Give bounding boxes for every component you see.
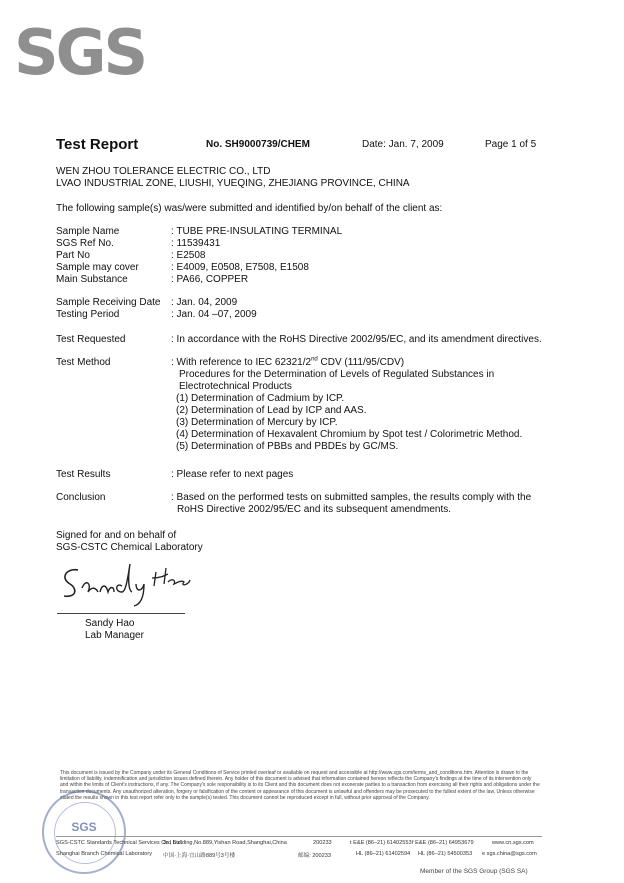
sample-label: Sample Name [56,226,120,237]
telephone-cn: HL (86–21) 61402594 [356,851,411,857]
report-date: Date: Jan. 7, 2009 [362,139,444,150]
testing-period-value: : Jan. 04 –07, 2009 [171,309,257,320]
test-requested-value: : In accordance with the RoHS Directive 2002/95/EC, and its amendment directives. [171,334,542,345]
method-item: (2) Determination of Lead by ICP and AAS. [176,405,367,416]
test-method-reference: : With reference to IEC 62321/2nd CDV (111/95/CDV) [171,356,405,368]
test-method-line: Electrotechnical Products [179,381,292,392]
signer-role: Lab Manager [85,630,144,641]
sample-value: : E4009, E0508, E7508, E1508 [171,262,309,273]
address-cn: 中国·上海·宜山路889号3号楼 [163,853,236,859]
company-name: SGS-CSTC Standards Technical Services Co., Ltd. [56,840,183,846]
postcode-cn: 邮编: 200233 [298,853,331,859]
client-name: WEN ZHOU TOLERANCE ELECTRIC CO., LTD [56,166,271,177]
sample-label: SGS Ref No. [56,238,114,249]
testing-period-label: Testing Period [56,309,120,320]
signature-line [57,613,185,614]
signer-name: Sandy Hao [85,618,135,629]
telephone-en: t E&E (86–21) 61402553 [350,840,412,846]
email-link[interactable]: e sgs.china@sgs.com [482,851,537,857]
legal-disclaimer: This document is issued by the Company under its General Conditions of Service printed overleaf or available on request and accessible at http://www.sgs.com/terms_and_conditions.htm. Attention is drawn to the limitation of liability, indemnification and jurisdiction issues defined therein. Any holder of this document is advised that information contained hereon reflects the Company's findings at the time of its intervention only and within the limits of Client's instructions, if any. The Company's sole responsibility is to its Client and this document does not exonerate parties to a transaction from exercising all their rights and obligations under the transaction documents. Any unauthorized alteration, forgery or falsification of the content or appearance of this document is unlawful and offenders may be prosecuted to the fullest extent of the law. Unless otherwise stated the results shown in this test report refer only to the sample(s) tested. This document cannot be reproduced except in full, without prior approval of the Company. [60,770,540,801]
receiving-date-value: : Jan. 04, 2009 [171,297,238,308]
sample-label: Main Substance [56,274,128,285]
conclusion-label: Conclusion [56,492,106,503]
fax-cn: HL (86–21) 54500353 [418,851,473,857]
sample-label: Part No [56,250,90,261]
method-item: (4) Determination of Hexavalent Chromium by Spot test / Colorimetric Method. [176,429,523,440]
handwritten-signature [56,556,196,610]
sample-value: : E2508 [171,250,206,261]
footer-divider [56,836,542,837]
receiving-date-label: Sample Receiving Date [56,297,161,308]
test-results-label: Test Results [56,469,111,480]
postcode-en: 200233 [313,840,332,846]
stamp-text: SGS [71,820,97,834]
sample-value: : PA66, COPPER [171,274,249,285]
member-of-sgs: Member of the SGS Group (SGS SA) [420,868,528,875]
sample-value: : 11539431 [171,238,221,249]
page-indicator: Page 1 of 5 [485,139,537,150]
sample-value: : TUBE PRE-INSULATING TERMINAL [171,226,343,237]
fax-en: f E&E (86–21) 64953679 [412,840,474,846]
method-item: (5) Determination of PBBs and PBDEs by GC/MS. [176,441,399,452]
address-en: 3rd Building,No.889,Yishan Road,Shanghai,China [163,840,287,846]
sample-label: Sample may cover [56,262,139,273]
company-lab: Shanghai Branch Chemical Laboratory [56,851,153,857]
conclusion-value: RoHS Directive 2002/95/EC and its subsequent amendments. [177,504,452,515]
intro-text: The following sample(s) was/were submitted and identified by/on behalf of the client as: [56,203,443,214]
report-title: Test Report [56,136,139,153]
report-number: No. SH9000739/CHEM [206,139,310,150]
client-address: LVAO INDUSTRIAL ZONE, LIUSHI, YUEQING, ZHEJIANG PROVINCE, CHINA [56,178,410,189]
sgs-logo: SGS [14,16,146,89]
conclusion-value: : Based on the performed tests on submitted samples, the results comply with the [171,492,532,503]
method-item: (1) Determination of Cadmium by ICP. [176,393,345,404]
test-requested-label: Test Requested [56,334,126,345]
method-item: (3) Determination of Mercury by ICP. [176,417,338,428]
lab-name: SGS-CSTC Chemical Laboratory [56,542,203,553]
test-results-value: : Please refer to next pages [171,469,294,480]
website-link[interactable]: www.cn.sgs.com [492,840,534,846]
signed-for-text: Signed for and on behalf of [56,530,177,541]
test-method-line: Procedures for the Determination of Levels of Regulated Substances in [179,369,495,380]
sgs-stamp [42,790,126,874]
test-method-label: Test Method [56,357,111,368]
